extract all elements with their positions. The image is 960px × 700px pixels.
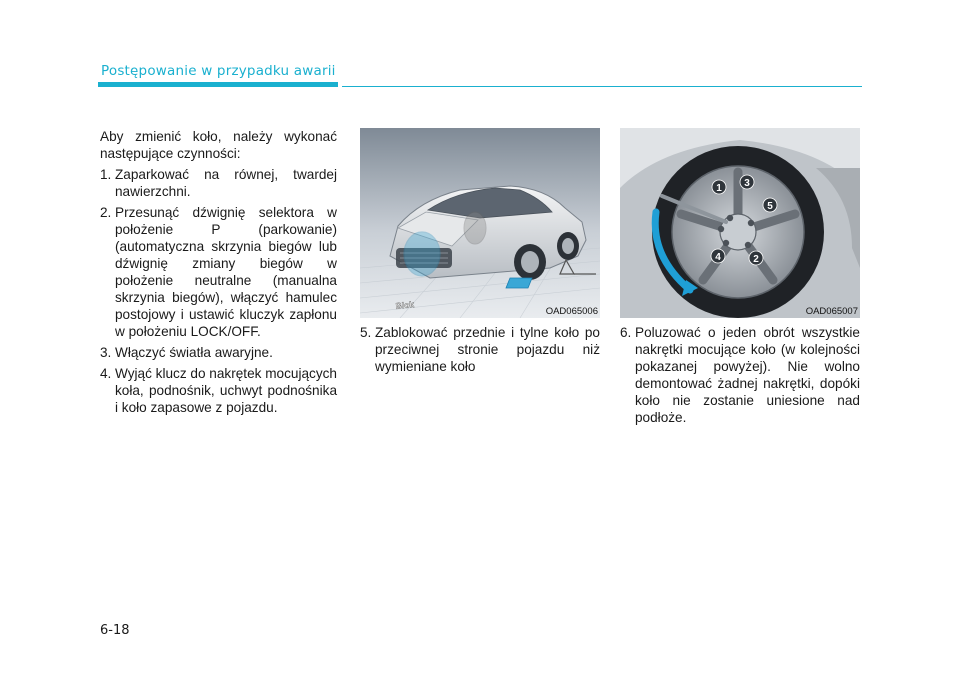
- step-number: 5.: [360, 325, 372, 340]
- step-text: Zaparkować na równej, twardej nawierzchni.: [115, 167, 337, 199]
- nut-label-5: 5: [767, 201, 773, 212]
- step-number: 1.: [100, 167, 112, 182]
- nut-label-4: 4: [715, 252, 721, 263]
- step-number: 6.: [620, 325, 632, 340]
- step-text: Włączyć światła awaryjne.: [115, 345, 273, 360]
- wheel-nut-order-illustration: [620, 128, 860, 318]
- nut-label-1: 1: [716, 183, 722, 194]
- step-6-column: [620, 324, 860, 430]
- steps-list: [620, 324, 860, 426]
- block-label: [395, 299, 415, 311]
- step-text: Zablokować przednie i tylne koło po przeciwnej stronie pojazdu niż wymieniane koło: [375, 325, 600, 374]
- intro-paragraph: Aby zmienić koło, należy wykonać następujące czynności:: [100, 129, 337, 161]
- section-title: Postępowanie w przypadku awarii: [101, 63, 336, 79]
- figure-code: OAD065007: [805, 306, 858, 317]
- step-text: Poluzować o jeden obrót wszystkie nakrętki mocujące koło (w kolejności pokazanej powyżej). Nie wolno demontować żadnej nakrętki, dopóki koło nie zostanie uniesione nad podłoże.: [635, 325, 860, 425]
- step-item: [100, 166, 337, 200]
- instructions-column: [100, 128, 337, 420]
- step-item: [100, 204, 337, 340]
- header-rule: [342, 86, 862, 87]
- step-item: [620, 324, 860, 426]
- step-5-column: [360, 324, 600, 379]
- nut-label-2: 2: [753, 254, 759, 265]
- step-text: Wyjąć klucz do nakrętek mocujących koła, podnośnik, uchwyt podnośnika i koło zapasowe z pojazdu.: [115, 366, 337, 415]
- step-number: 3.: [100, 345, 112, 360]
- nut-label-3: 3: [744, 178, 750, 189]
- step-number: 4.: [100, 366, 112, 381]
- step-number: 2.: [100, 205, 112, 220]
- steps-list: [360, 324, 600, 375]
- step-item: [100, 365, 337, 416]
- car-illustration: [360, 128, 600, 318]
- page-number: 6-18: [100, 623, 130, 638]
- step-text: Przesunąć dźwignię selektora w położenie P (parkowanie) (automatyczna skrzynia biegów lub dźwignię zmiany biegów w położenie neutralne (manualna skrzynia biegów), włączyć hamulec postojowy i ustawić kluczyk zapłonu w położeniu LOCK/OFF.: [115, 205, 337, 339]
- section-title-bar: [98, 82, 338, 87]
- steps-list: [100, 166, 337, 416]
- step-item: [100, 344, 337, 361]
- svg-text:Blok: Blok: [395, 299, 415, 311]
- car-wheel-chock-illustration: [360, 128, 600, 318]
- figure-code: OAD065006: [545, 306, 598, 317]
- wheel-illustration: [620, 128, 860, 318]
- step-item: [360, 324, 600, 375]
